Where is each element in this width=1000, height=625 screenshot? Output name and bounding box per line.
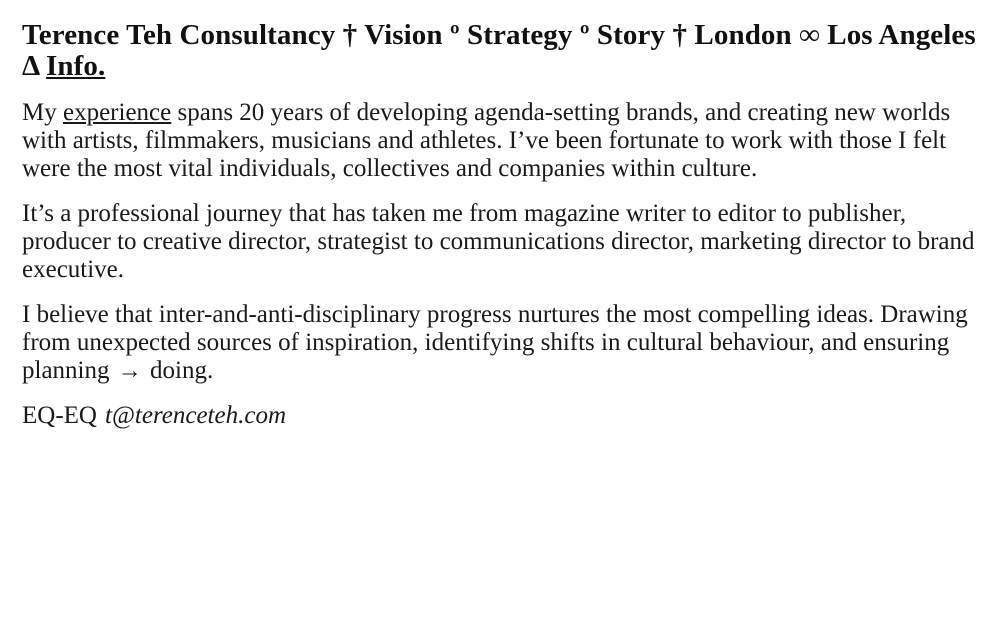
paragraph-experience: [22, 99, 978, 183]
info-link[interactable]: Info.: [46, 49, 106, 82]
delta-icon: Δ: [22, 49, 39, 82]
brand-name: Terence Teh Consultancy: [22, 19, 336, 51]
paragraph-journey: It’s a professional journey that has taken me from magazine writer to editor to publisher, producer to creative director, strategist to communications director, marketing director to brand executive.: [22, 200, 975, 284]
infinity-icon: ∞: [799, 19, 820, 51]
title-word-strategy: Strategy: [467, 19, 573, 51]
paragraph-3-rest: doing.: [143, 357, 214, 385]
paragraph-1-lead: My: [22, 99, 63, 127]
email-link[interactable]: t@terenceteh.com: [104, 402, 287, 430]
paragraph-1-rest: spans 20 years of developing agenda-setting brands, and creating new worlds with artists, filmmakers, musicians and athletes. I’ve been fortunate to work with those I felt were the most vital individuals, collectives and companies within culture.: [22, 99, 951, 183]
signature-text: EQ-EQ: [22, 402, 97, 430]
title-word-london: London: [694, 19, 792, 51]
degree-icon-1: º: [449, 19, 460, 51]
degree-icon-2: º: [579, 19, 590, 51]
paragraph-3-lead: I believe that inter-and-anti-disciplinary progress nurtures the most compelling ideas. Drawing from unexpected sources of inspiration, identifying shifts in cultural behaviour, and ensuring planning: [22, 301, 968, 385]
dagger-icon: †: [342, 19, 358, 51]
title-word-los-angeles: Los Angeles: [827, 19, 976, 51]
dagger-icon-2: †: [672, 19, 688, 51]
title-word-story: Story: [596, 19, 666, 51]
title-word-vision: Vision: [364, 19, 443, 51]
arrow-right-icon: →: [117, 358, 142, 385]
paragraph-beliefs: [22, 301, 978, 385]
sign-off: [22, 402, 978, 430]
page-title: [22, 20, 978, 81]
experience-link[interactable]: experience: [62, 99, 172, 127]
